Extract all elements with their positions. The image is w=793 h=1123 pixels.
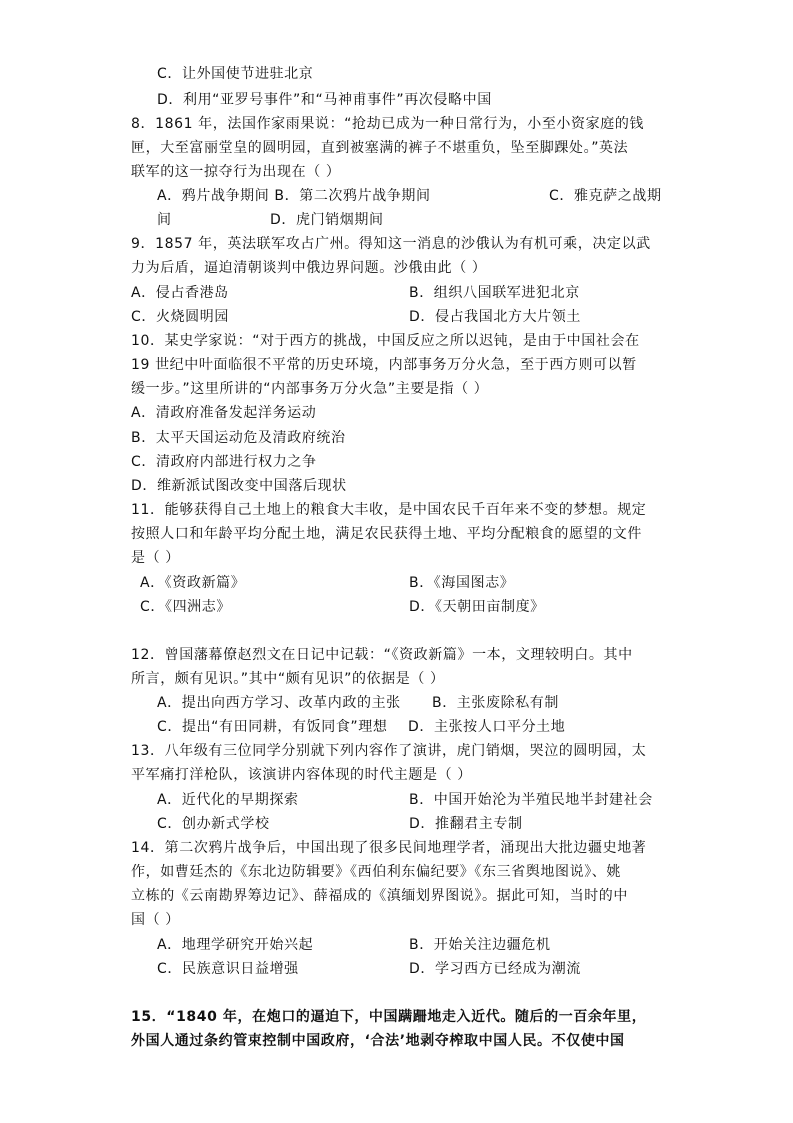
- q10-stem-line3: 缓一步。”这里所讲的“内部事务万分火急”主要是指（ ）: [131, 381, 489, 397]
- q14-option-b: B．开始关注边疆危机: [409, 937, 551, 953]
- q12-stem-line1: 12．曾国藩幕僚赵烈文在日记中记载：“《资政新篇》一本，文理较明白。其中: [131, 647, 633, 663]
- q10-stem-line1: 10．某史学家说：“对于西方的挑战，中国反应之所以迟钝，是由于中国社会在: [131, 333, 640, 349]
- q13-stem-line1: 13．八年级有三位同学分别就下列内容作了演讲，虎门销烟，哭泣的圆明园，太: [131, 743, 647, 759]
- q11-option-c: C．《四洲志》: [140, 599, 231, 615]
- q14-stem-line2: 作，如曹廷杰的《东北边防辑要》《西伯利东偏纪要》《东三省舆地图说》、姚: [131, 864, 621, 880]
- q14-option-d: D．学习西方已经成为潮流: [409, 961, 581, 977]
- q7-option-c: C．让外国使节进驻北京: [157, 66, 314, 82]
- q12-option-a: A．提出向西方学习、改革内政的主张: [157, 695, 401, 711]
- q13-option-b: B．中国开始沦为半殖民地半封建社会: [409, 792, 653, 808]
- q7-option-d: D．利用“亚罗号事件”和“马神甫事件”再次侵略中国: [157, 92, 492, 108]
- q12-option-b: B．主张废除私有制: [432, 695, 560, 711]
- q8-stem-line2: 匣，大至富丽堂皇的圆明园，直到被塞满的裤子不堪重负，坠至脚踝处。”英法: [131, 140, 629, 156]
- q8-option-c: C．雅克萨之战期: [549, 188, 662, 204]
- q9-option-d: D．侵占我国北方大片领土: [409, 309, 581, 325]
- q12-option-c: C．提出“有田同耕，有饭同食”理想: [157, 719, 388, 735]
- q10-option-b: B．太平天国运动危及清政府统治: [131, 430, 346, 446]
- q11-option-d: D．《天朝田亩制度》: [409, 599, 545, 615]
- q8-option-c-wrap: 间: [157, 212, 172, 228]
- q8-stem-line3: 联军的这一掠夺行为出现在（ ）: [131, 164, 341, 180]
- q13-stem-line2: 平军痛打洋枪队，该演讲内容体现的时代主题是（ ）: [131, 767, 472, 783]
- q9-stem-line1: 9．1857 年，英法联军攻占广州。得知这一消息的沙俄认为有机可乘，决定以武: [131, 236, 651, 252]
- q11-option-b: B．《海国图志》: [409, 575, 515, 591]
- q8-options-ab: A．鸦片战争期间 B．第二次鸦片战争期间: [157, 188, 431, 204]
- q10-option-a: A．清政府准备发起洋务运动: [131, 405, 317, 421]
- q9-option-a: A．侵占香港岛: [131, 285, 229, 301]
- q12-stem-line2: 所言，颇有见识。”其中“颇有见识”的依据是（ ）: [131, 671, 445, 687]
- q11-stem-line1: 11．能够获得自己土地上的粮食大丰收，是中国农民千百年来不变的梦想。规定: [131, 502, 647, 518]
- q13-option-a: A．近代化的早期探索: [157, 792, 299, 808]
- q11-stem-line3: 是（ ）: [131, 550, 180, 566]
- q14-option-a: A．地理学研究开始兴起: [157, 937, 314, 953]
- q9-stem-line2: 力为后盾，逼迫清朝谈判中俄边界问题。沙俄由此（ ）: [131, 260, 487, 276]
- q14-stem-line3: 立栋的《云南勘界筹边记》、薛福成的《滇缅划界图说》。据此可知，当时的中: [131, 888, 628, 904]
- q12-option-d: D．主张按人口平分土地: [408, 719, 566, 735]
- q15-stem-line2: 外国人通过条约管束控制中国政府，‘合法’地剥夺榨取中国人民。不仅使中国: [131, 1033, 625, 1049]
- q14-option-c: C．民族意识日益增强: [157, 961, 299, 977]
- q14-stem-line4: 国（ ）: [131, 912, 180, 928]
- q10-stem-line2: 19 世纪中叶面临很不平常的历史环境，内部事务万分火急，至于西方则可以暂: [131, 357, 637, 373]
- q8-stem-line1: 8．1861 年，法国作家雨果说：“抢劫已成为一种日常行为，小至小资家庭的钱: [131, 116, 645, 132]
- q11-stem-line2: 按照人口和年龄平均分配土地，满足农民获得土地、平均分配粮食的愿望的文件: [131, 526, 642, 542]
- q10-option-c: C．清政府内部进行权力之争: [131, 454, 317, 470]
- q13-option-c: C．创办新式学校: [157, 816, 270, 832]
- q8-option-d: D．虎门销烟期间: [270, 212, 384, 228]
- q14-stem-line1: 14．第二次鸦片战争后，中国出现了很多民间地理学者，涌现出大批边疆史地著: [131, 840, 647, 856]
- q15-stem-line1: 15．“1840 年，在炮口的逼迫下，中国蹒跚地走入近代。随后的一百余年里，: [131, 1009, 647, 1025]
- q13-option-d: D．推翻君主专制: [409, 816, 523, 832]
- q9-option-b: B．组织八国联军进犯北京: [409, 285, 580, 301]
- q11-option-a: A．《资政新篇》: [140, 575, 246, 591]
- q10-option-d: D．维新派试图改变中国落后现状: [131, 478, 347, 494]
- q9-option-c: C．火烧圆明园: [131, 309, 229, 325]
